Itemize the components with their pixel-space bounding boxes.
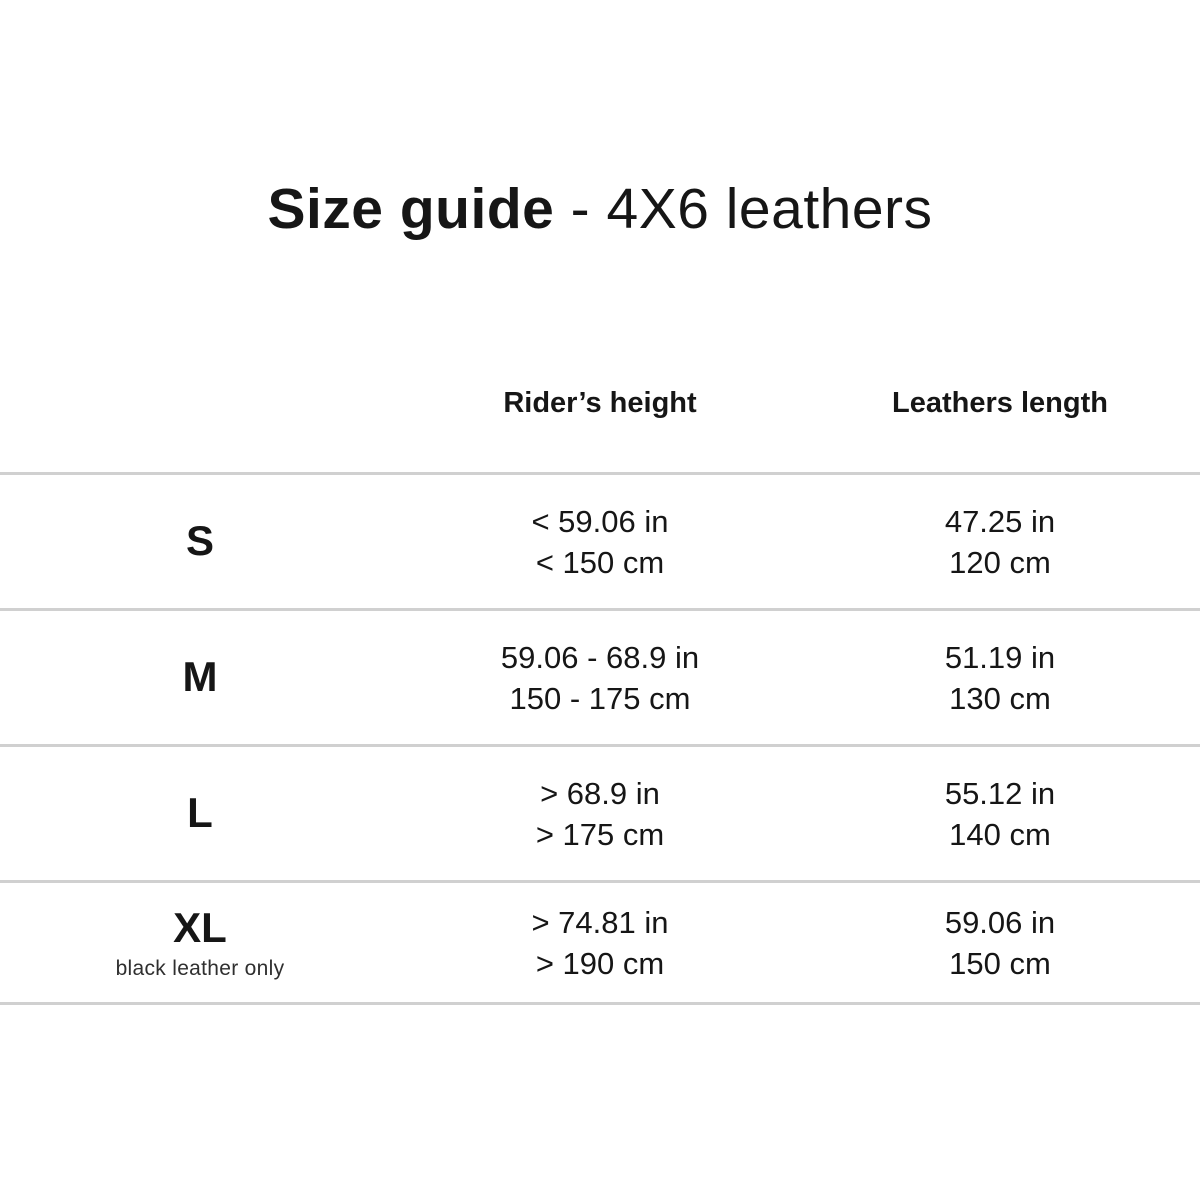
rider-height-cm: 150 - 175 cm [509, 680, 691, 716]
leathers-length-in: 55.12 in [944, 775, 1056, 811]
table-row-xl [0, 880, 1200, 1005]
leathers-length-cm: 130 cm [949, 680, 1051, 716]
size-table [0, 386, 1200, 1005]
leathers-length-cell [800, 883, 1200, 1002]
leathers-length-in: 47.25 in [944, 503, 1056, 539]
size-label: S [185, 517, 214, 565]
header-cell-leathers-length: Leathers length [892, 387, 1108, 419]
page-title [0, 176, 1200, 242]
page-title-suffix: - 4X6 leathers [554, 177, 933, 241]
leathers-length-in: 51.19 in [944, 639, 1056, 675]
leathers-length-cm: 150 cm [949, 945, 1051, 981]
rider-height-in: < 59.06 in [531, 503, 669, 539]
table-row-s [0, 472, 1200, 608]
leathers-length-cm: 140 cm [949, 816, 1051, 852]
leathers-length-cell [800, 475, 1200, 608]
size-label: M [182, 653, 218, 701]
table-row-l [0, 744, 1200, 880]
size-label: XL [173, 903, 227, 951]
rider-height-cm: > 175 cm [535, 816, 665, 852]
rider-height-in: > 68.9 in [540, 775, 660, 811]
size-note: black leather only [115, 957, 285, 981]
leathers-length-cm: 120 cm [949, 544, 1051, 580]
rider-height-cell [400, 475, 800, 608]
table-row-m [0, 608, 1200, 744]
rider-height-cell [400, 611, 800, 744]
rider-height-cm: > 190 cm [535, 945, 665, 981]
size-label: L [187, 789, 213, 837]
size-cell [0, 611, 400, 744]
size-cell [0, 883, 400, 1002]
leathers-length-cell [800, 611, 1200, 744]
rider-height-in: > 74.81 in [531, 904, 669, 940]
table-header-row [0, 386, 1200, 472]
header-cell-riders-height: Rider’s height [503, 387, 697, 419]
leathers-length-cell [800, 747, 1200, 880]
rider-height-cell [400, 747, 800, 880]
size-cell [0, 747, 400, 880]
size-cell [0, 475, 400, 608]
leathers-length-in: 59.06 in [944, 904, 1056, 940]
rider-height-in: 59.06 - 68.9 in [500, 639, 700, 675]
header-cell-size [0, 386, 400, 472]
rider-height-cell [400, 883, 800, 1002]
rider-height-cm: < 150 cm [535, 544, 665, 580]
page-title-main: Size guide [267, 177, 555, 241]
